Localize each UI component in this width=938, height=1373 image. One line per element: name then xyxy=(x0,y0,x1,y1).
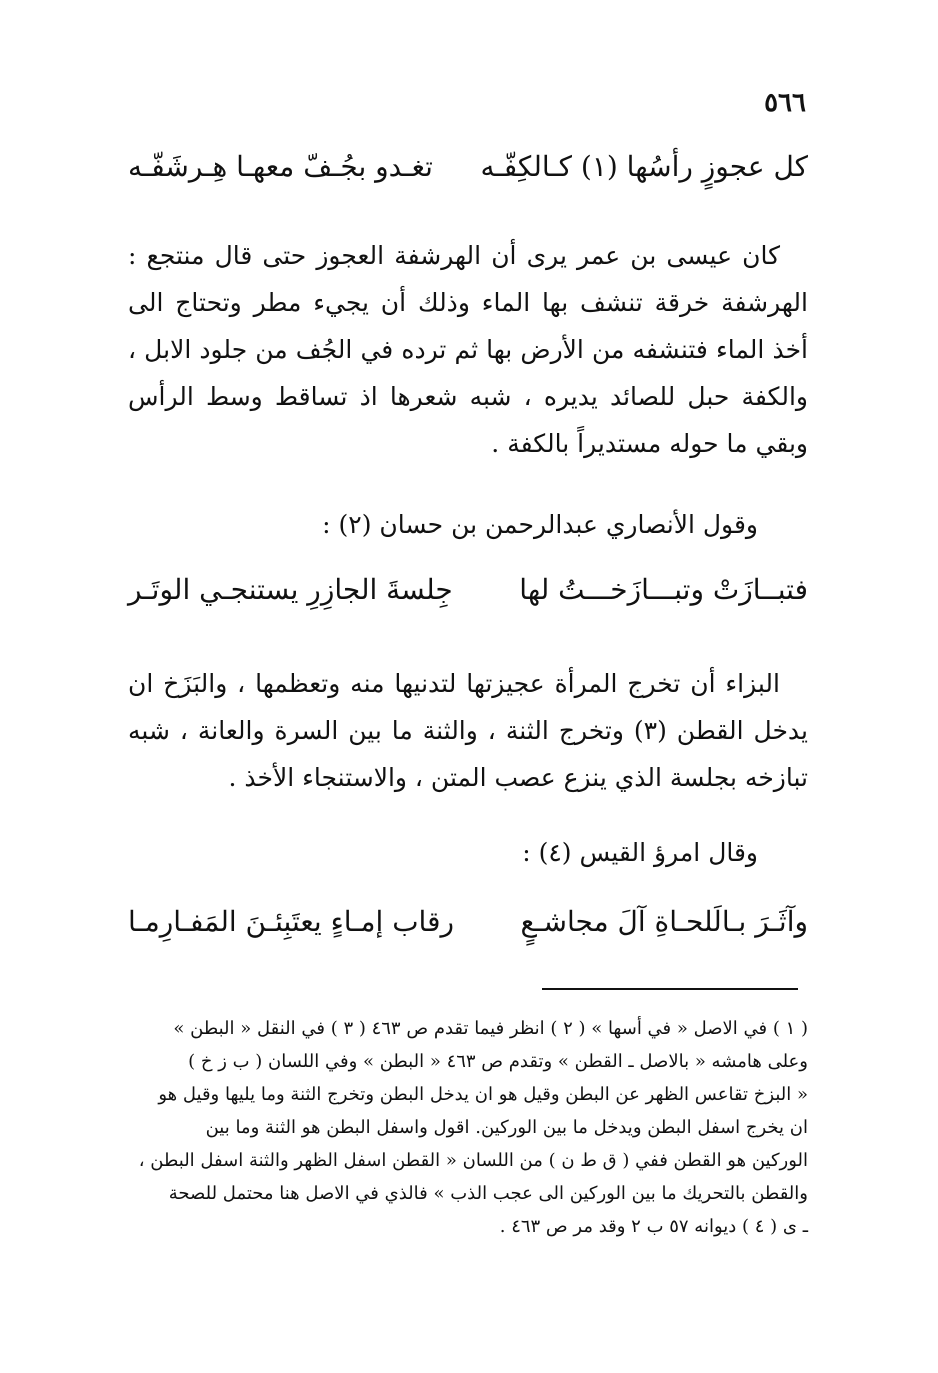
commentary-paragraph-2: البزاء أن تخرج المرأة عجيزتها لتدنيها منه وتعظمها ، والبَزَخ ان يدخل القطن (٣) وتخرج الثنة ، والثنة ما بين السرة والعانة ، شبه تبازخه بجلسة الذي ينزع عصب المتن ، والاستنجاء الأخذ . xyxy=(128,669,808,792)
commentary-paragraph-1: كان عيسى بن عمر يرى أن الهرشفة العجوز حتى قال منتجع : الهرشفة خرقة تنشف بها الماء وذلك أن يجيء مطر وتحتاج الى أخذ الماء فتنشفه من الأرض بها ثم ترده في الجُف من جلود الابل ، والكفة حبل للصائد يديره ، شبه شعرها اذ تساقط وسط الرأس وبقي ما حوله مستديراً بالكفة . xyxy=(128,241,808,458)
verse-2-introduction: وقول الأنصاري عبدالرحمن بن حسان (٢) : xyxy=(322,510,758,539)
footnote-line: والقطن بالتحريك ما بين الوركين الى عجب الذب » فالذي في الاصل هنا محتمل للصحة xyxy=(168,1183,808,1204)
verse-3-introduction: وقال امرؤ القيس (٤) : xyxy=(522,838,758,867)
page-number: ٥٦٦ xyxy=(764,88,806,118)
footnotes xyxy=(118,1012,808,1243)
footnote-line: الوركين هو القطن ففي ( ق ط ن ) من اللسان « القطن اسفل الظهر والثنة اسفل البطن ، xyxy=(138,1150,808,1171)
footnote-line: ان يخرج اسفل البطن ويدخل ما بين الوركين. اقول واسفل البطن هو الثنة وما بين xyxy=(205,1117,808,1138)
footnote-line: « البزخ تقاعس الظهر عن البطن وقيل هو ان يدخل البطن وتخرج الثنة وما يليها وقيل هو xyxy=(158,1084,808,1105)
verse-2 xyxy=(128,573,808,606)
verse-1 xyxy=(128,150,808,183)
footnote-line: ( ١ ) في الاصل « في أسها » ( ٢ ) انظر فيما تقدم ص ٤٦٣ ( ٣ ) في النقل « البطن » xyxy=(173,1018,808,1039)
verse-2-first-hemistich: فتبــازَتْ وتبـــازَخـــتُ لها xyxy=(519,573,808,606)
verse-1-first-hemistich: كل عجوزٍ رأسُها (١) كـالكِفّـه xyxy=(480,150,808,183)
footnote-line: ـ ى ( ٤ ) ديوانه ٥٧ ب ٢ وقد مر ص ٤٦٣ . xyxy=(499,1216,808,1237)
footnote-separator xyxy=(542,988,798,990)
footnote-line: وعلى هامشه « بالاصل ـ القطن » وتقدم ص ٤٦٣ « البطن » وفي اللسان ( ب ز خ ) xyxy=(188,1051,808,1072)
verse-3-second-hemistich: رقاب إمـاءٍ يعتَبِئـنَ المَفـارِمـا xyxy=(128,905,454,938)
verse-2-second-hemistich: جِلسةَ الجازِرِ يستنجـي الوتَـر xyxy=(128,573,453,606)
verse-1-second-hemistich: تغـدو بجُـفّ معهـا هِـرشَفّـه xyxy=(128,150,433,183)
verse-3-first-hemistich: وآثَـرَ بـالَلحـاةِ آلَ مجاشـعٍ xyxy=(520,905,808,938)
verse-3 xyxy=(128,905,808,938)
